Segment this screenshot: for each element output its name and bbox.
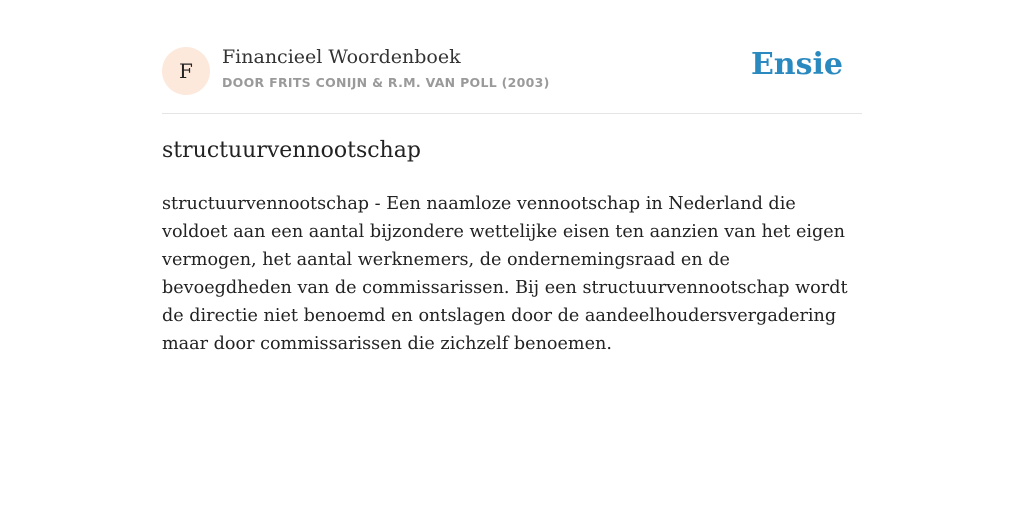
ensie-logo[interactable]: Ensie <box>750 47 843 82</box>
dictionary-header <box>162 0 862 114</box>
dictionary-avatar[interactable]: F <box>162 47 210 95</box>
entry-term: structuurvennootschap <box>162 138 421 163</box>
entry-definition: structuurvennootschap - Een naamloze vennootschap in Nederland die voldoet aan een aantal bijzondere wettelijke eisen ten aanzien van het eigen vermogen, het aantal werknemers, de ondernemingsraad en de bevoegdheden van de commissarissen. Bij een structuurvennootschap wordt de directie niet benoemd en ontslagen door de aandeelhoudersvergadering maar door commissarissen die zichzelf benoemen. <box>162 194 848 354</box>
dictionary-author: DOOR FRITS CONIJN & R.M. VAN POLL (2003) <box>222 75 550 90</box>
page-content <box>162 0 862 354</box>
dictionary-title-link[interactable]: Financieel Woordenboek <box>222 46 461 68</box>
